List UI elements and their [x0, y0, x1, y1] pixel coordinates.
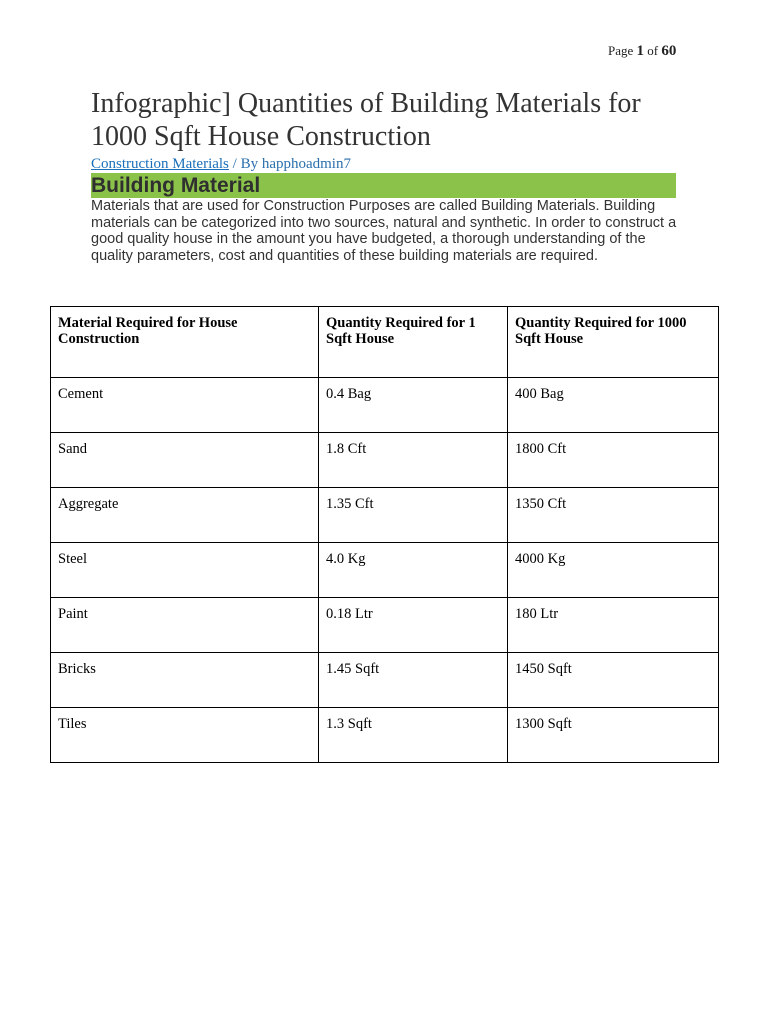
table-row [51, 598, 719, 653]
cell-qty-1000: 400 Bag [508, 378, 719, 433]
header-qty-1000-sqft: Quantity Required for 1000 Sqft House [508, 307, 719, 378]
cell-material: Aggregate [51, 488, 319, 543]
category-link[interactable]: Construction Materials [91, 156, 229, 172]
cell-qty-1: 1.8 Cft [319, 433, 508, 488]
page-of: of [647, 43, 659, 58]
page-current: 1 [636, 43, 645, 59]
header-material: Material Required for House Construction [51, 307, 319, 378]
table-row [51, 488, 719, 543]
author-text: / By happhoadmin7 [228, 156, 351, 172]
section-heading: Building Material [91, 173, 676, 198]
table-header-row [51, 307, 719, 378]
cell-qty-1000: 4000 Kg [508, 543, 719, 598]
cell-qty-1000: 1800 Cft [508, 433, 719, 488]
cell-material: Tiles [51, 708, 319, 763]
cell-qty-1000: 1450 Sqft [508, 653, 719, 708]
cell-qty-1: 1.35 Cft [319, 488, 508, 543]
table-row [51, 708, 719, 763]
cell-material: Bricks [51, 653, 319, 708]
materials-table [50, 306, 719, 763]
cell-material: Paint [51, 598, 319, 653]
table-row [51, 433, 719, 488]
cell-qty-1000: 1350 Cft [508, 488, 719, 543]
byline [91, 156, 351, 173]
article-title: Infographic] Quantities of Building Materials for 1000 Sqft House Construction [91, 88, 641, 152]
cell-qty-1000: 1300 Sqft [508, 708, 719, 763]
table-row [51, 378, 719, 433]
cell-qty-1: 0.18 Ltr [319, 598, 508, 653]
page-label: Page [608, 43, 634, 58]
table-row [51, 543, 719, 598]
page-total: 60 [661, 43, 677, 59]
intro-paragraph: Materials that are used for Construction Purposes are called Building Materials. Building materials can be categorized into two sources, natural and synthetic. In order to construct a good quality house in the amount you have budgeted, a thorough understanding of the quality parameters, cost and quantities of these building materials are required. [91, 198, 677, 265]
cell-qty-1: 0.4 Bag [319, 378, 508, 433]
cell-qty-1: 1.45 Sqft [319, 653, 508, 708]
header-qty-1-sqft: Quantity Required for 1 Sqft House [319, 307, 508, 378]
cell-material: Cement [51, 378, 319, 433]
cell-qty-1: 1.3 Sqft [319, 708, 508, 763]
table-row [51, 653, 719, 708]
cell-qty-1000: 180 Ltr [508, 598, 719, 653]
cell-material: Sand [51, 433, 319, 488]
page-number [608, 43, 676, 60]
cell-qty-1: 4.0 Kg [319, 543, 508, 598]
cell-material: Steel [51, 543, 319, 598]
